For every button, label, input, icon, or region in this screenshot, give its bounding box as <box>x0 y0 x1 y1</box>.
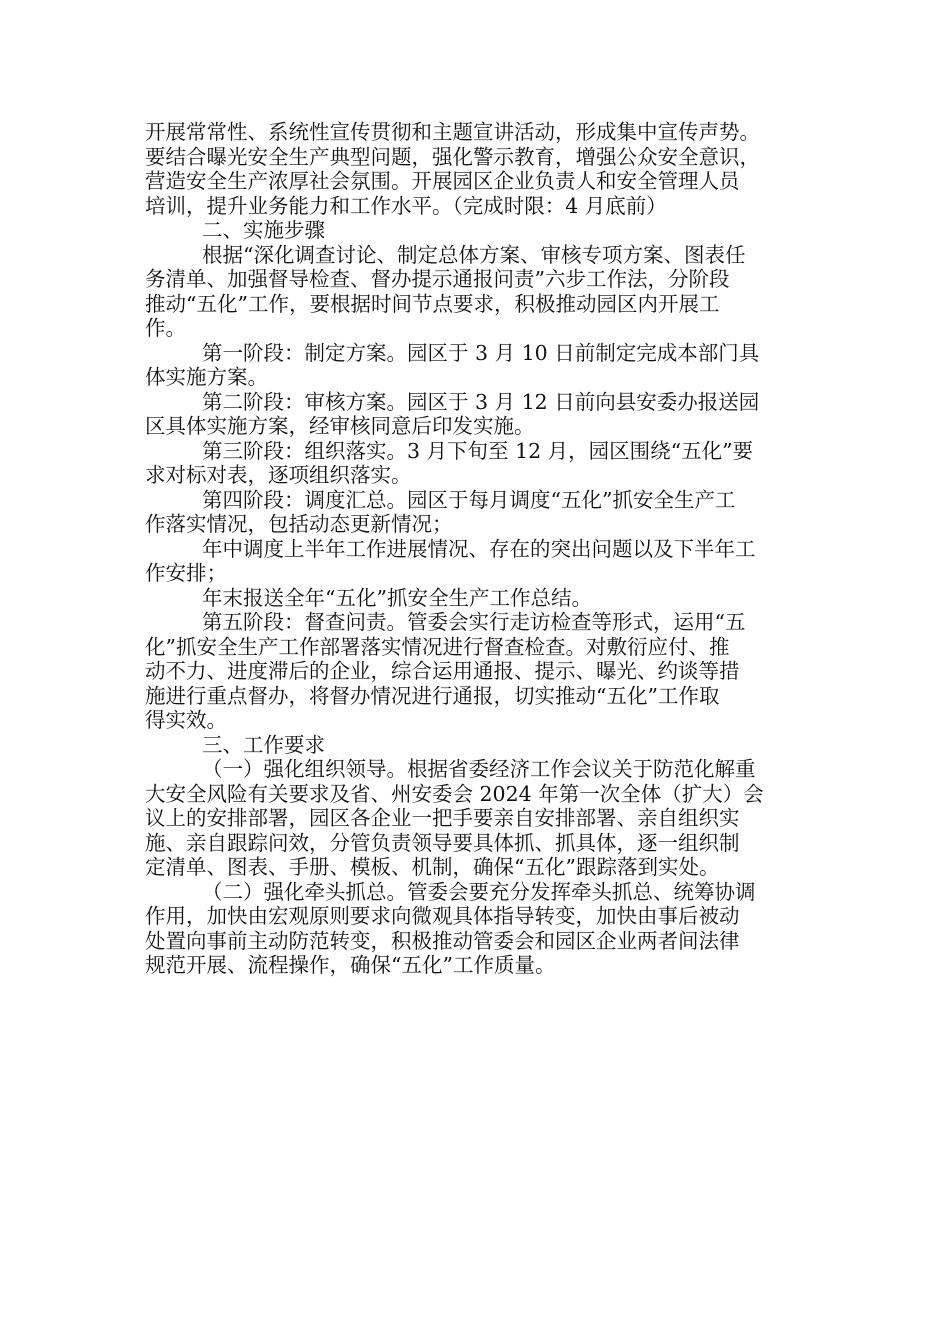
text-line: 第一阶段：制定方案。园区于 3 月 10 日前制定完成本部门具 <box>202 340 760 365</box>
text-line: 根据“深化调查讨论、制定总体方案、审核专项方案、图表任 <box>202 242 746 267</box>
text-line: 区具体实施方案，经审核同意后印发实施。 <box>145 414 535 438</box>
paragraph <box>145 439 815 488</box>
text-line: 第五阶段：督查问责。管委会实行走访检查等形式，运用“五 <box>202 610 746 634</box>
text-line: 施进行重点督办，将督办情况进行通报，切实推动“五化”工作取 <box>145 683 720 708</box>
text-line: 议上的安排部署，园区各企业一把手要亲自安排部署、亲自组织实 <box>145 806 740 830</box>
text-line: 要结合曝光安全生产典型问题，强化警示教育，增强公众安全意识， <box>145 144 760 169</box>
text-line: 大安全风险有关要求及省、州安委会 2024 年第一次全体（扩大）会 <box>145 781 764 806</box>
text-line: 三、工作要求 <box>202 732 325 757</box>
paragraph <box>145 757 815 880</box>
text-line: （二）强化牵头抓总。管委会要充分发挥牵头抓总、统筹协调 <box>202 879 756 904</box>
text-line: 第二阶段：审核方案。园区于 3 月 12 日前向县安委办报送园 <box>202 389 760 414</box>
paragraph <box>145 341 815 390</box>
text-line: 营造安全生产浓厚社会氛围。开展园区企业负责人和安全管理人员 <box>145 169 740 193</box>
text-line: 第四阶段：调度汇总。园区于每月调度“五化”抓安全生产工 <box>202 487 736 512</box>
text-line: 处置向事前主动防范转变，积极推动管委会和园区企业两者间法律 <box>145 928 740 953</box>
text-line: 施、亲自跟踪问效，分管负责领导要具体抓、抓具体，逐一组织制 <box>145 830 740 855</box>
text-line: 推动“五化”工作，要根据时间节点要求，积极推动园区内开展工 <box>145 291 720 316</box>
section-heading <box>145 733 815 758</box>
text-line: 求对标对表，逐项组织落实。 <box>145 463 412 487</box>
text-line: 体实施方案。 <box>145 365 268 389</box>
text-line: 务清单、加强督导检查、督办提示通报问责”六步工作法，分阶段 <box>145 267 730 291</box>
paragraph <box>145 586 815 611</box>
paragraph <box>145 610 815 733</box>
text-line: 规范开展、流程操作，确保“五化”工作质量。 <box>145 953 556 977</box>
text-line: 年末报送全年“五化”抓安全生产工作总结。 <box>202 585 592 610</box>
paragraph <box>145 537 815 586</box>
text-line: 作用，加快由宏观原则要求向微观具体指导转变，加快由事后被动 <box>145 904 740 928</box>
paragraph <box>145 488 815 537</box>
text-line: 得实效。 <box>145 708 227 732</box>
paragraph <box>145 880 815 978</box>
text-line: 培训，提升业务能力和工作水平。（完成时限：4 月底前） <box>145 193 667 218</box>
text-line: 作安排； <box>145 561 227 585</box>
paragraph <box>145 390 815 439</box>
text-line: 作。 <box>145 316 186 340</box>
text-line: 第三阶段：组织落实。3 月下旬至 12 月，园区围绕“五化”要 <box>202 438 754 463</box>
text-line: 定清单、图表、手册、模板、机制，确保“五化”跟踪落到实处。 <box>145 855 720 879</box>
document-page <box>145 120 815 978</box>
text-line: 开展常常性、系统性宣传贯彻和主题宣讲活动，形成集中宣传声势。 <box>145 120 760 144</box>
paragraph <box>145 243 815 341</box>
section-heading <box>145 218 815 243</box>
text-line: 二、实施步骤 <box>202 218 325 242</box>
text-line: 动不力、进度滞后的企业，综合运用通报、提示、曝光、约谈等措 <box>145 659 740 683</box>
text-line: 年中调度上半年工作进展情况、存在的突出问题以及下半年工 <box>202 536 756 561</box>
text-line: 化”抓安全生产工作部署落实情况进行督查检查。对敷衍应付、推 <box>145 634 730 659</box>
paragraph <box>145 120 815 218</box>
text-line: 作落实情况，包括动态更新情况； <box>145 512 453 536</box>
text-line: （一）强化组织领导。根据省委经济工作会议关于防范化解重 <box>202 757 756 781</box>
